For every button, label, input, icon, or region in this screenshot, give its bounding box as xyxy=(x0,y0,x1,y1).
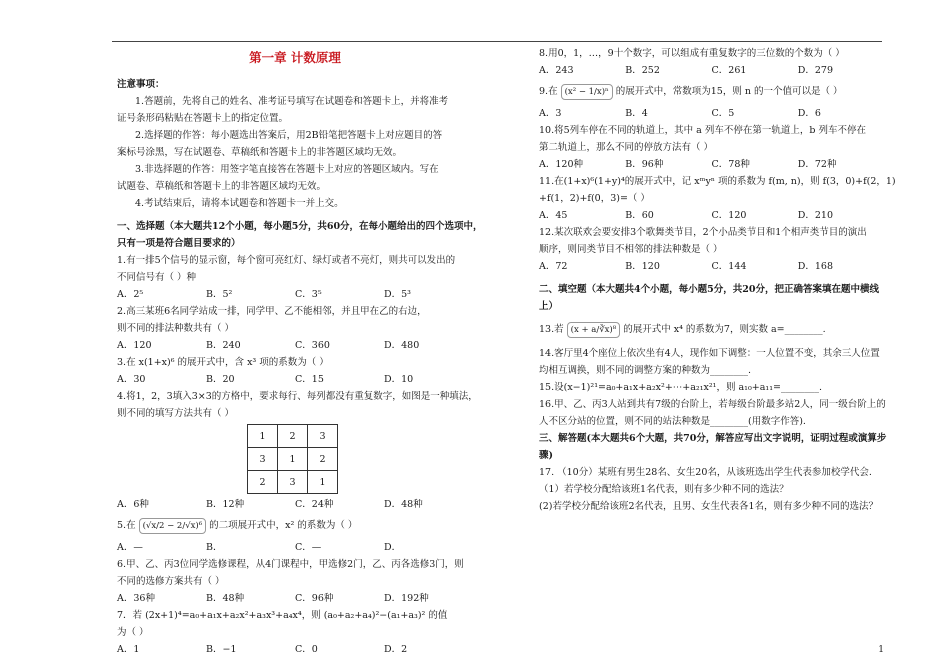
question-3: 3.在 x(1+x)⁶ 的展开式中，含 x³ 项的系数为（ ） xyxy=(117,357,329,368)
question-4-options xyxy=(117,496,473,513)
option-c: C．360 xyxy=(295,340,330,351)
question-12-options xyxy=(539,258,884,275)
section3-heading: 骤) xyxy=(539,450,553,461)
option-d: D．279 xyxy=(797,65,833,76)
option-d: D．168 xyxy=(797,261,833,272)
option-b: B．12种 xyxy=(206,499,245,510)
option-b: B．96种 xyxy=(625,159,664,170)
question-3-options xyxy=(117,371,473,388)
option-d: D．210 xyxy=(797,210,833,221)
grid-cell: 3 xyxy=(308,425,338,448)
option-c: C．5 xyxy=(711,108,735,119)
option-d: D．192种 xyxy=(384,593,429,604)
question-11: 11.在(1+x)⁶(1+y)⁴的展开式中，记 xᵐyⁿ 项的系数为 f(m, n)，则 f(3，0)+f(2，1) xyxy=(539,176,896,187)
option-c: C．24种 xyxy=(295,499,334,510)
section1-heading: 只有一项是符合题目要求的） xyxy=(117,238,241,249)
question-4-grid xyxy=(247,424,338,494)
notice-line: 4.考试结束后，请将本试题卷和答题卡一并上交。 xyxy=(135,198,344,209)
notice-line: 2.选择题的作答：每小题选出答案后，用2B铅笔把答题卡上对应题目的答 xyxy=(135,130,443,141)
section1-heading: 一、选择题（本大题共12个小题，每小题5分，共60分，在每小题给出的四个选项中， xyxy=(117,221,483,232)
question-8: 8.用0，1，…，9十个数字，可以组成有重复数字的三位数的个数为（ ） xyxy=(539,48,845,59)
option-c: C．96种 xyxy=(295,593,334,604)
grid-cell: 1 xyxy=(248,425,278,448)
option-d: D．480 xyxy=(384,340,420,351)
section2-heading: 二、填空题（本大题共4个小题，每小题5分，共20分，把正确答案填在题中横线 xyxy=(539,284,879,295)
question-4: 则不同的填写方法共有（ ） xyxy=(117,408,235,419)
option-a: A．3 xyxy=(539,108,562,119)
option-a: A．72 xyxy=(539,261,568,272)
option-d: D．10 xyxy=(384,374,414,385)
option-a: A．120 xyxy=(117,340,152,351)
option-b: B．252 xyxy=(625,65,660,76)
option-d: D．6 xyxy=(797,108,821,119)
option-c: C．261 xyxy=(711,65,747,76)
question-6-options xyxy=(117,590,473,607)
option-d: D． xyxy=(384,542,402,553)
option-b: B．240 xyxy=(206,340,241,351)
question-10: 10.将5列车停在不同的轨道上，其中 a 列车不停在第一轨道上，b 列车不停在 xyxy=(539,125,866,136)
question-1: 1.有一排5个信号的显示窗，每个窗可亮红灯、绿灯或者不亮灯，则共可以发出的 xyxy=(117,255,456,266)
option-c: C．15 xyxy=(295,374,324,385)
option-b: B．−1 xyxy=(206,644,237,655)
question-14: 均相互调换，则不同的调整方案的种数为________. xyxy=(539,365,752,376)
option-a: A．45 xyxy=(539,210,568,221)
option-d: D．48种 xyxy=(384,499,423,510)
question-15: 15.设(x−1)²¹=a₀+a₁x+a₂x²+⋯+a₂₁x²¹，则 a₁₀+a₁₁=________. xyxy=(539,382,823,393)
question-6: 不同的选修方案共有（ ） xyxy=(117,576,225,587)
notice-line: 试题卷、草稿纸和答题卡上的非答题区域均无效。 xyxy=(117,181,327,192)
grid-cell: 2 xyxy=(278,425,308,448)
header-rule xyxy=(112,41,882,42)
option-d: D．72种 xyxy=(797,159,837,170)
question-9: 9.在 (x² − 1/x)ⁿ 的展开式中，常数项为15，则 n 的一个值可以是（ ） xyxy=(539,79,884,105)
question-16: 16.甲、乙、丙3人站到共有7级的台阶上，若每级台阶最多站2人，同一级台阶上的 xyxy=(539,399,886,410)
grid-cell: 2 xyxy=(248,471,278,494)
question-5: 5.在 (√x/2 − 2/√x)⁶ 的二项展开式中，x² 的系数为（ ） xyxy=(117,513,473,539)
question-11-options xyxy=(539,207,884,224)
option-b: B．48种 xyxy=(206,593,245,604)
question-17: 17. （10分）某班有男生28名、女生20名，从该班选出学生代表参加校学代会. xyxy=(539,467,872,478)
left-column xyxy=(117,45,483,658)
formula: (x² − 1/x)ⁿ xyxy=(561,84,613,100)
question-8-options xyxy=(539,62,884,79)
grid-cell: 2 xyxy=(308,448,338,471)
option-a: A．6种 xyxy=(117,499,149,510)
option-b: B．5² xyxy=(206,289,233,300)
page-title: 第一章 计数原理 xyxy=(249,50,341,65)
question-11: +f(1，2)+f(0，3)=（ ） xyxy=(539,193,650,204)
option-c: C．3⁵ xyxy=(295,289,322,300)
question-7: 7．若 (2x+1)⁴=a₀+a₁x+a₂x²+a₃x³+a₄x⁴，则 (a₀+a₂+a₄)²−(a₁+a₃)² 的值 xyxy=(117,610,448,621)
question-5-options xyxy=(117,539,473,556)
option-a: A．243 xyxy=(539,65,574,76)
option-c: C．78种 xyxy=(711,159,750,170)
grid-cell: 1 xyxy=(308,471,338,494)
option-a: A．1 xyxy=(117,644,140,655)
question-2: 2.高三某班6名同学站成一排，同学甲、乙不能相邻，并且甲在乙的右边， xyxy=(117,306,427,317)
option-c: C．144 xyxy=(711,261,747,272)
question-6: 6.甲、乙、丙3位同学选修课程，从4门课程中，甲选修2门，乙、丙各选修3门，则 xyxy=(117,559,464,570)
section2-heading: 上） xyxy=(539,301,559,312)
option-a: A．120种 xyxy=(539,159,583,170)
grid-cell: 3 xyxy=(278,471,308,494)
notice-heading: 注意事项： xyxy=(117,79,165,90)
question-14: 14.客厅里4个座位上依次坐有4人，现作如下调整：一人位置不变，其余三人位置 xyxy=(539,348,880,359)
question-1: 不同信号有（ ）种 xyxy=(117,272,197,283)
option-d: D．2 xyxy=(384,644,408,655)
question-9-options xyxy=(539,105,884,122)
option-b: B． xyxy=(206,542,223,553)
grid-cell: 1 xyxy=(278,448,308,471)
question-12: 12.某次联欢会要安排3个歌舞类节目，2个小品类节目和1个相声类节目的演出 xyxy=(539,227,867,238)
question-2-options xyxy=(117,337,473,354)
question-7: 为（ ） xyxy=(117,627,149,638)
option-a: A．36种 xyxy=(117,593,155,604)
question-17-part2: (2)若学校分配给该班2名代表，且男、女生代表各1名，则有多少种不同的选法？ xyxy=(539,501,879,512)
option-a: A．30 xyxy=(117,374,146,385)
question-10: 第二轨道上，那么不同的停放方法有（ ） xyxy=(539,142,714,153)
question-7-options xyxy=(117,641,473,658)
right-column xyxy=(539,45,896,515)
question-2: 则不同的排法种数共有（ ） xyxy=(117,323,235,334)
question-4: 4.将1，2，3填入3×3的方格中，要求每行、每列都没有重复数字，如图是一种填法， xyxy=(117,391,478,402)
notice-line: 3.非选择题的作答：用签字笔直接答在答题卡上对应的答题区域内。写在 xyxy=(135,164,439,175)
notice-line: 1.答题前，先将自己的姓名、准考证号填写在试题卷和答题卡上，并将准考 xyxy=(135,96,449,107)
option-b: B．20 xyxy=(206,374,235,385)
notice-line: 案标号涂黑，写在试题卷、草稿纸和答题卡上的非答题区域均无效。 xyxy=(117,147,403,158)
question-10-options xyxy=(539,156,884,173)
page-number: 1 xyxy=(878,645,884,655)
grid-cell: 3 xyxy=(248,448,278,471)
option-c: C．0 xyxy=(295,644,318,655)
option-b: B．120 xyxy=(625,261,660,272)
option-a: A．— xyxy=(117,542,143,553)
question-17-part1: （1）若学校分配给该班1名代表，则有多少种不同的选法？ xyxy=(539,484,789,495)
option-c: C．— xyxy=(295,542,322,553)
question-13: 13.若 (x + a/∛x)⁸ 的展开式中 x⁴ 的系数为7，则实数 a=________. xyxy=(539,315,884,345)
formula: (x + a/∛x)⁸ xyxy=(567,322,621,338)
option-b: B．60 xyxy=(625,210,654,221)
question-12: 顺序，则同类节目不相邻的排法种数是（ ） xyxy=(539,244,723,255)
option-a: A．2⁵ xyxy=(117,289,144,300)
question-16: 人不区分站的位置，则不同的站法种数是________(用数字作答). xyxy=(539,416,806,427)
question-1-options xyxy=(117,286,473,303)
section3-heading: 三、解答题(本大题共6个大题，共70分，解答应写出文字说明，证明过程或演算步 xyxy=(539,433,887,444)
option-d: D．5³ xyxy=(384,289,411,300)
option-c: C．120 xyxy=(711,210,747,221)
notice-line: 证号条形码粘贴在答题卡上的指定位置。 xyxy=(117,113,289,124)
option-b: B．4 xyxy=(625,108,648,119)
formula: (√x/2 − 2/√x)⁶ xyxy=(139,518,207,534)
